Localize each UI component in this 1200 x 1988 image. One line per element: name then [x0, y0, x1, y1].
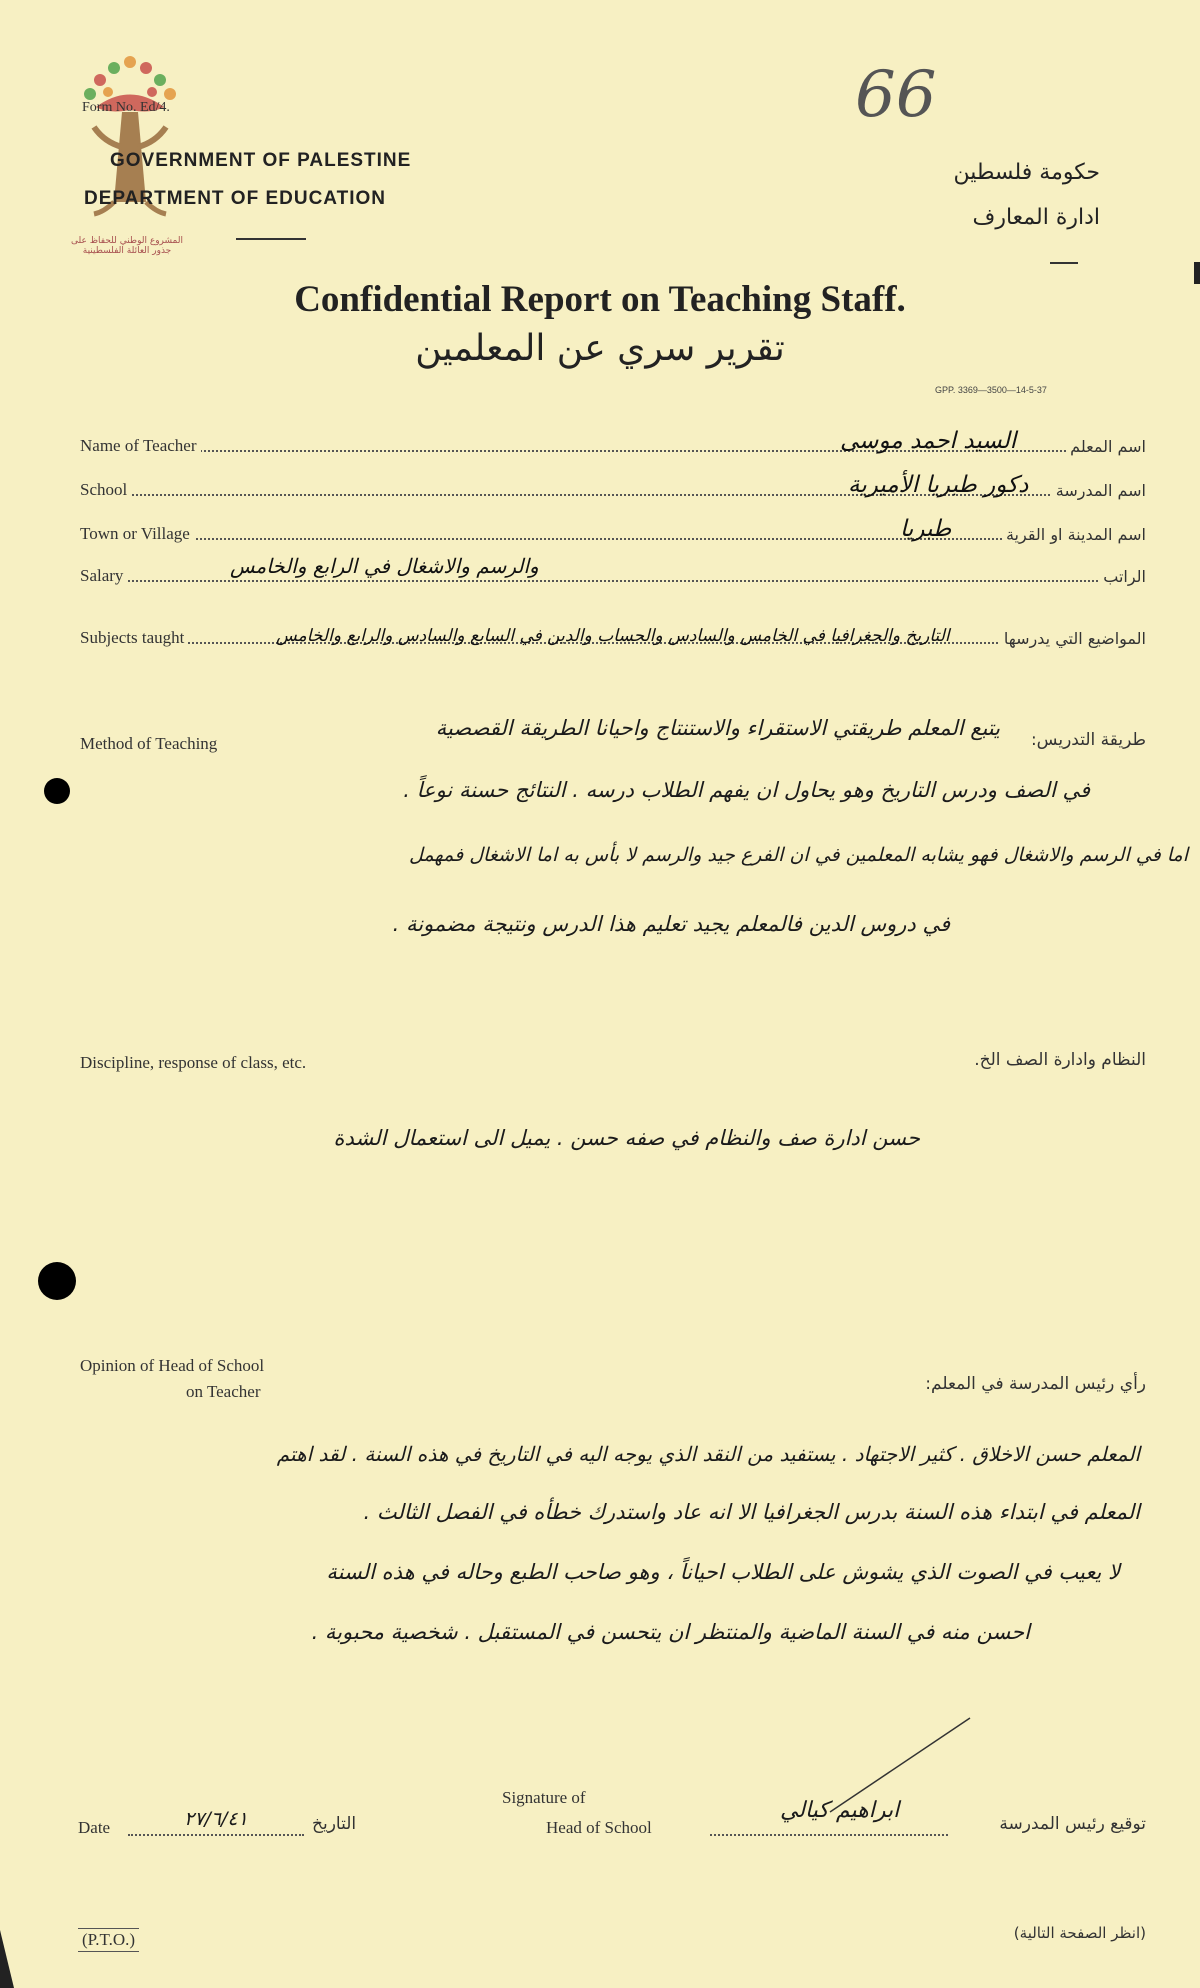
field-label-arabic: اسم المدينة او القرية — [1002, 525, 1146, 544]
field-label-arabic: الراتب — [1099, 567, 1146, 586]
opinion-line-3: لا يعيب في الصوت الذي يشوش على الطلاب احياناً ، وهو صاحب الطبع وحاله في هذه السنة — [326, 1560, 1120, 1584]
scan-edge-mark — [1194, 262, 1200, 284]
field-label: Town or Village — [80, 524, 194, 544]
header-rule-right — [1050, 262, 1078, 264]
header-rule-left — [236, 238, 306, 240]
logo-caption: المشروع الوطني للحفاظ على جذور العائلة الفلسطينية — [70, 236, 183, 256]
signature-label: Signature of — [502, 1788, 586, 1807]
government-heading: GOVERNMENT OF PALESTINE — [110, 150, 412, 171]
field-label: School — [80, 480, 131, 500]
scan-edge-mark — [0, 1930, 14, 1988]
field-subjects — [80, 614, 1146, 654]
signature-dotted-line — [710, 1834, 948, 1836]
signature-label-line-2: Head of School — [546, 1818, 652, 1837]
opinion-label: Opinion of Head of School — [80, 1356, 265, 1375]
pto-note: (P.T.O.) — [78, 1928, 139, 1952]
form-number: Form No. Ed/4. — [82, 100, 170, 115]
opinion-line-4: احسن منه في السنة الماضية والمنتظر ان يتحسن في المستقبل . شخصية محبوبة . — [311, 1620, 1030, 1644]
page-number: 66 — [855, 58, 937, 132]
field-teacher-name — [80, 422, 1146, 462]
method-line-3: اما في الرسم والاشغال فهو يشابه المعلمين في ان الفرع جيد والرسم لا بأس به اما الاشغال فمهمل — [409, 844, 1188, 866]
opinion-label-arabic: رأي رئيس المدرسة في المعلم: — [925, 1374, 1146, 1394]
dotted-line — [80, 538, 1146, 540]
field-value: طبريا — [900, 516, 952, 542]
method-label: Method of Teaching — [80, 734, 218, 753]
field-label: Subjects taught — [80, 628, 188, 648]
method-line-4: في دروس الدين فالمعلم يجيد تعليم هذا الدرس ونتيجة مضمونة . — [392, 912, 950, 936]
opinion-line-2: المعلم في ابتداء هذه السنة بدرس الجغرافيا الا انه عاد واستدرك خطأه في الفصل الثالث . — [363, 1500, 1140, 1524]
field-school — [80, 466, 1146, 506]
field-town — [80, 510, 1146, 550]
method-label-arabic: طريقة التدريس: — [1030, 730, 1146, 750]
binder-hole — [44, 778, 70, 804]
field-label: Salary — [80, 566, 127, 586]
date-dotted-line — [128, 1834, 304, 1836]
method-line-1: يتبع المعلم طريقتي الاستقراء والاستنتاج واحيانا الطريقة القصصية — [435, 716, 1000, 740]
method-line-2: في الصف ودرس التاريخ وهو يحاول ان يفهم الطلاب درسه . النتائج حسنة نوعاً . — [403, 778, 1090, 802]
signature-value: ابراهيم كيالي — [780, 1798, 900, 1823]
signature-label-arabic: توقيع رئيس المدرسة — [999, 1814, 1146, 1834]
field-value: والرسم والاشغال في الرابع والخامس — [230, 554, 539, 578]
field-salary — [80, 552, 1146, 592]
field-label-arabic: اسم المدرسة — [1052, 481, 1146, 500]
government-heading-arabic: حكومة فلسطين — [953, 160, 1100, 185]
date-label-arabic: التاريخ — [312, 1814, 357, 1834]
discipline-line-1: حسن ادارة صف والنظام في صفه حسن . يميل الى استعمال الشدة — [333, 1126, 920, 1150]
field-value: السيد احمد موسى — [840, 428, 1017, 454]
signature-stroke-icon — [820, 1712, 980, 1822]
field-value: التاريخ والجغرافيا في الخامس والسادس والحساب والدين في السابع والسادس والرابع والخامس — [276, 626, 950, 646]
field-label-arabic: المواضيع التي يدرسها — [1000, 629, 1146, 648]
discipline-label: Discipline, response of class, etc. — [80, 1053, 307, 1072]
opinion-line-1: المعلم حسن الاخلاق . كثير الاجتهاد . يستفيد من النقد الذي يوجه اليه في التاريخ في هذه السنة . لقد اهتم — [276, 1442, 1140, 1466]
department-heading: DEPARTMENT OF EDUCATION — [84, 188, 387, 209]
report-title: Confidential Report on Teaching Staff. — [294, 279, 906, 320]
date-label: Date — [78, 1818, 111, 1837]
field-label: Name of Teacher — [80, 436, 201, 456]
printer-code: GPP. 3369—3500—14-5-37 — [935, 385, 1047, 395]
report-title-arabic: تقرير سري عن المعلمين — [415, 328, 785, 369]
field-value: دكور طبريا الأميرية — [848, 472, 1029, 498]
date-value: ٢٧/٦/٤١ — [184, 1808, 248, 1830]
pto-note-arabic: (انظر الصفحة التالية) — [1013, 1924, 1146, 1942]
discipline-label-arabic: النظام وادارة الصف الخ. — [974, 1050, 1146, 1070]
dotted-line — [80, 580, 1146, 582]
field-label-arabic: اسم المعلم — [1066, 437, 1146, 456]
opinion-label-line-2: on Teacher — [186, 1382, 261, 1401]
department-heading-arabic: ادارة المعارف — [972, 205, 1100, 230]
binder-hole — [38, 1262, 76, 1300]
